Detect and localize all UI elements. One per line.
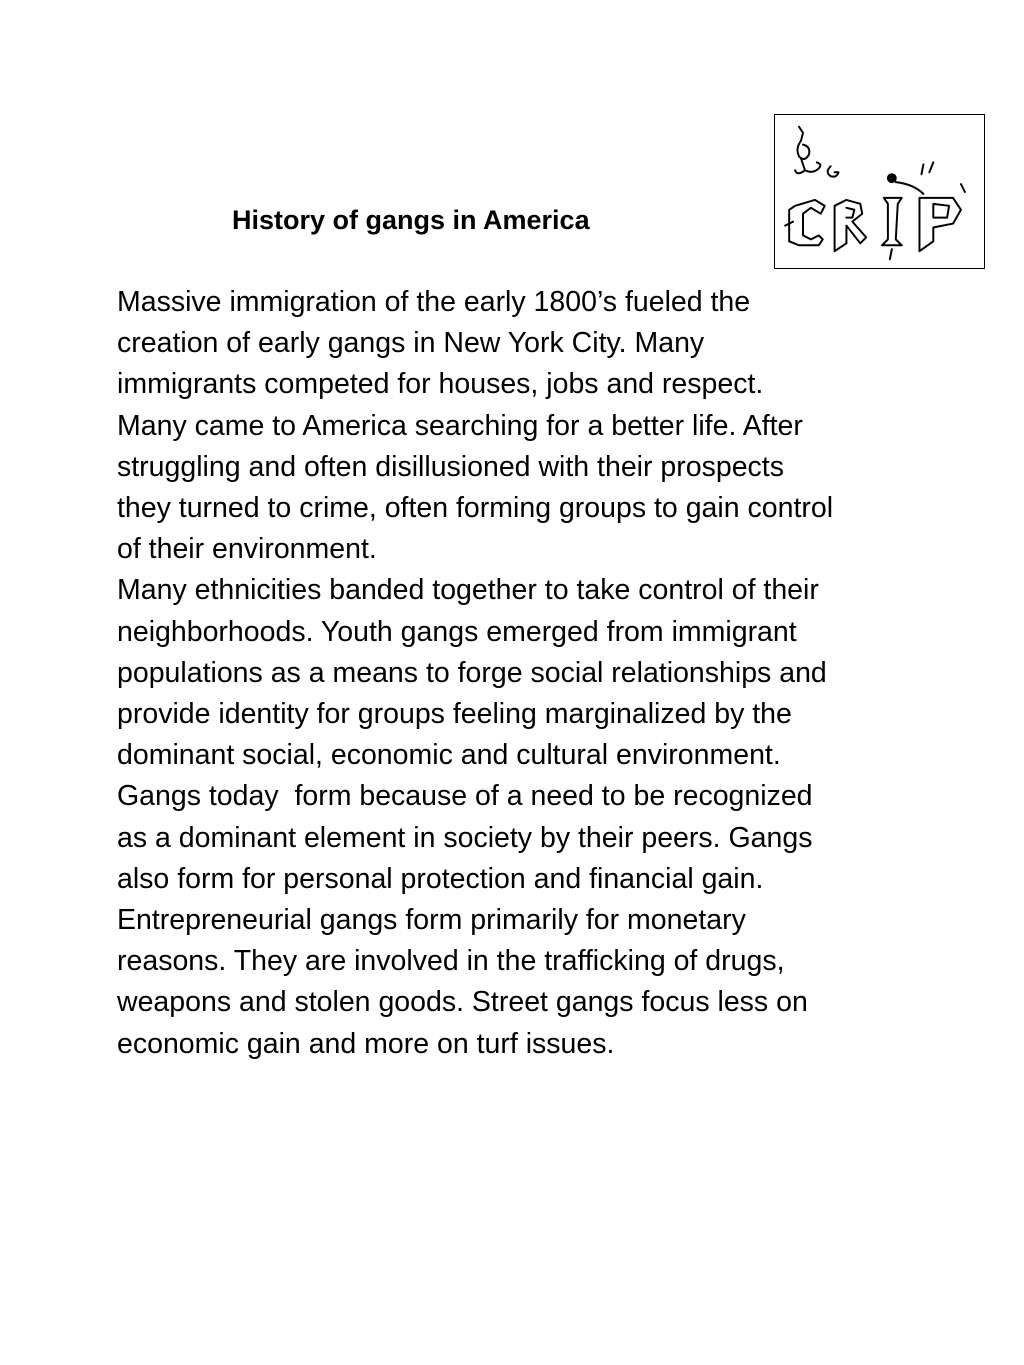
body-line: neighborhoods. Youth gangs emerged from immigrant — [117, 615, 797, 648]
body-line: creation of early gangs in New York City. Many — [117, 327, 705, 360]
body-line: as a dominant element in society by their peers. Gangs — [117, 821, 813, 854]
graffiti-drawing — [775, 115, 984, 268]
body-line: also form for personal protection and financial gain. — [117, 862, 764, 895]
body-line: Massive immigration of the early 1800’s fueled the — [117, 286, 751, 318]
body-line: of their environment. — [117, 533, 377, 566]
body-line: weapons and stolen goods. Street gangs focus less on — [117, 986, 808, 1019]
body-line: struggling and often disillusioned with their prospects — [117, 450, 784, 483]
body-line: they turned to crime, often forming groups to gain control — [117, 492, 834, 525]
page-title: History of gangs in America — [232, 205, 590, 235]
body-line: Many ethnicities banded together to take control of their — [117, 574, 819, 607]
body-line: Entrepreneurial gangs form primarily for monetary — [117, 904, 746, 937]
body-line: populations as a means to forge social relationships and — [117, 656, 827, 689]
body-line: Gangs today form because of a need to be recognized — [117, 780, 813, 813]
crip-graffiti-logo — [774, 114, 985, 269]
body-line: provide identity for groups feeling marginalized by the — [117, 698, 792, 731]
body-line: economic gain and more on turf issues. — [117, 1027, 615, 1060]
body-line: reasons. They are involved in the trafficking of drugs, — [117, 945, 785, 978]
body-text — [117, 282, 987, 1065]
body-line: dominant social, economic and cultural environment. — [117, 739, 781, 772]
body-line: immigrants competed for houses, jobs and respect. — [117, 368, 764, 401]
body-line: Many came to America searching for a better life. After — [117, 409, 803, 442]
